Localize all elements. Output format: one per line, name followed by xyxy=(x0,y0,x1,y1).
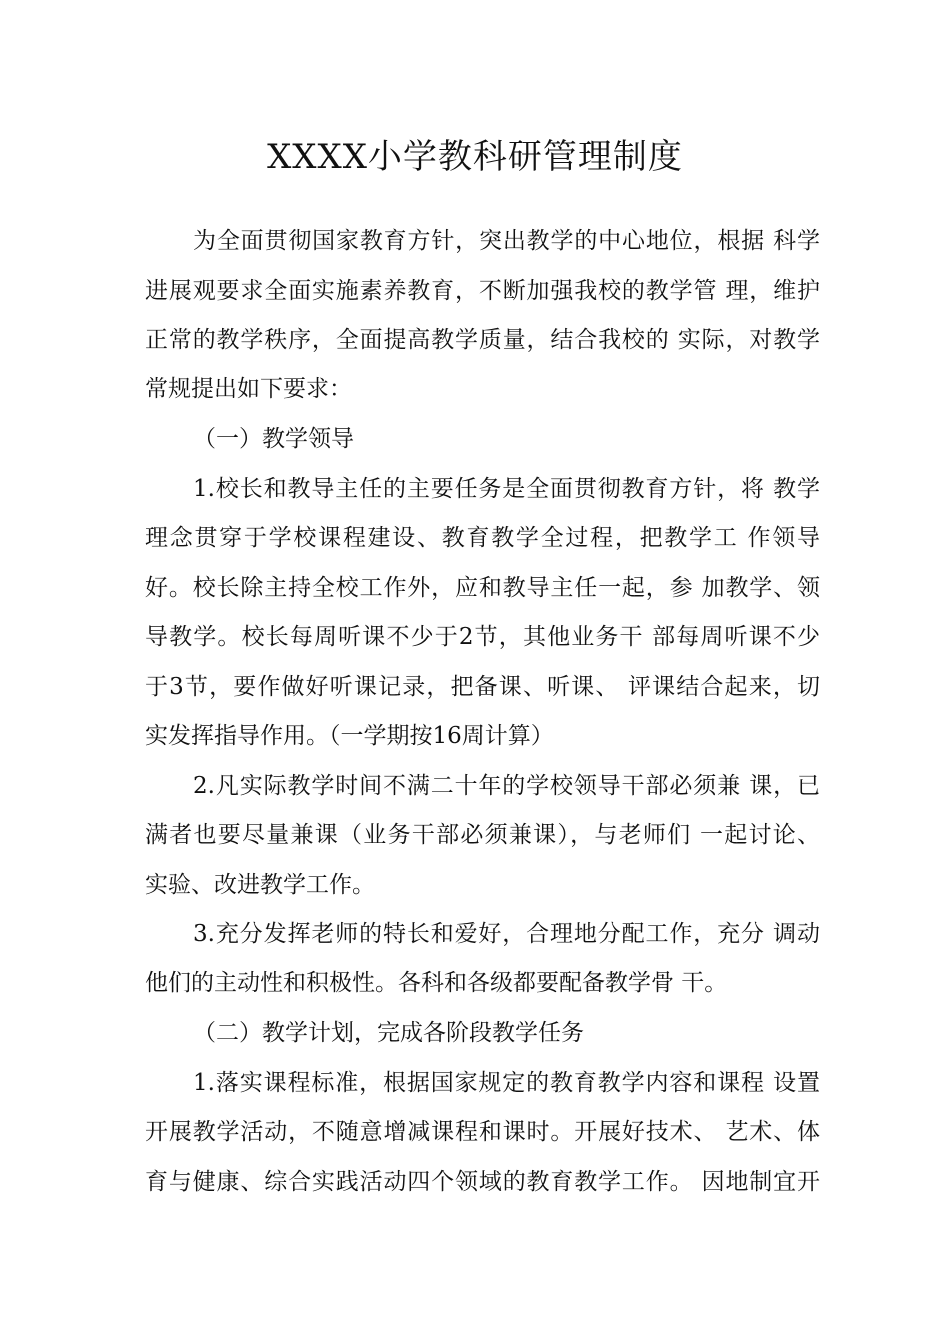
paragraph-line: 实验、改进教学工作。 xyxy=(145,872,375,898)
document-title: XXXX小学教科研管理制度 xyxy=(267,137,683,177)
section-heading: （一）教学领导 xyxy=(193,426,354,452)
paragraph-line: 育与健康、综合实践活动四个领域的教育教学工作。 因地制宜开 xyxy=(145,1169,820,1195)
paragraph-line: 于3节，要作做好听课记录，把备课、听课、 评课结合起来，切 xyxy=(145,674,820,700)
paragraph-line: 开展教学活动，不随意增减课程和课时。开展好技术、 艺术、体 xyxy=(145,1119,820,1145)
paragraph-line: 满者也要尽量兼课（业务干部必须兼课），与老师们 一起讨论、 xyxy=(145,822,820,848)
paragraph-line: 理念贯穿于学校课程建设、教育教学全过程，把教学工 作领导 xyxy=(145,525,820,551)
paragraph-line: 正常的教学秩序，全面提高教学质量，结合我校的 实际，对教学 xyxy=(145,327,820,353)
paragraph-line: 好。校长除主持全校工作外，应和教导主任一起，参 加教学、领 xyxy=(145,575,820,601)
paragraph-line: 1.校长和教导主任的主要任务是全面贯彻教育方针，将 教学 xyxy=(193,476,820,502)
paragraph-line: 实发挥指导作用。（一学期按16周计算） xyxy=(145,723,554,749)
section-heading: （二）教学计划，完成各阶段教学任务 xyxy=(193,1020,584,1046)
paragraph-line: 常规提出如下要求： xyxy=(145,376,352,402)
paragraph-line: 为全面贯彻国家教育方针，突出教学的中心地位，根据 科学 xyxy=(193,228,820,254)
paragraph-line: 进展观要求全面实施素养教育，不断加强我校的教学管 理，维护 xyxy=(145,278,820,304)
paragraph-line: 1.落实课程标准，根据国家规定的教育教学内容和课程 设置 xyxy=(193,1070,820,1096)
paragraph-line: 3.充分发挥老师的特长和爱好，合理地分配工作，充分 调动 xyxy=(193,921,820,947)
paragraph-line: 导教学。校长每周听课不少于2节，其他业务干 部每周听课不少 xyxy=(145,624,820,650)
paragraph-line: 他们的主动性和积极性。各科和各级都要配备教学骨 干。 xyxy=(145,970,728,996)
paragraph-line: 2.凡实际教学时间不满二十年的学校领导干部必须兼 课，已 xyxy=(193,773,820,799)
